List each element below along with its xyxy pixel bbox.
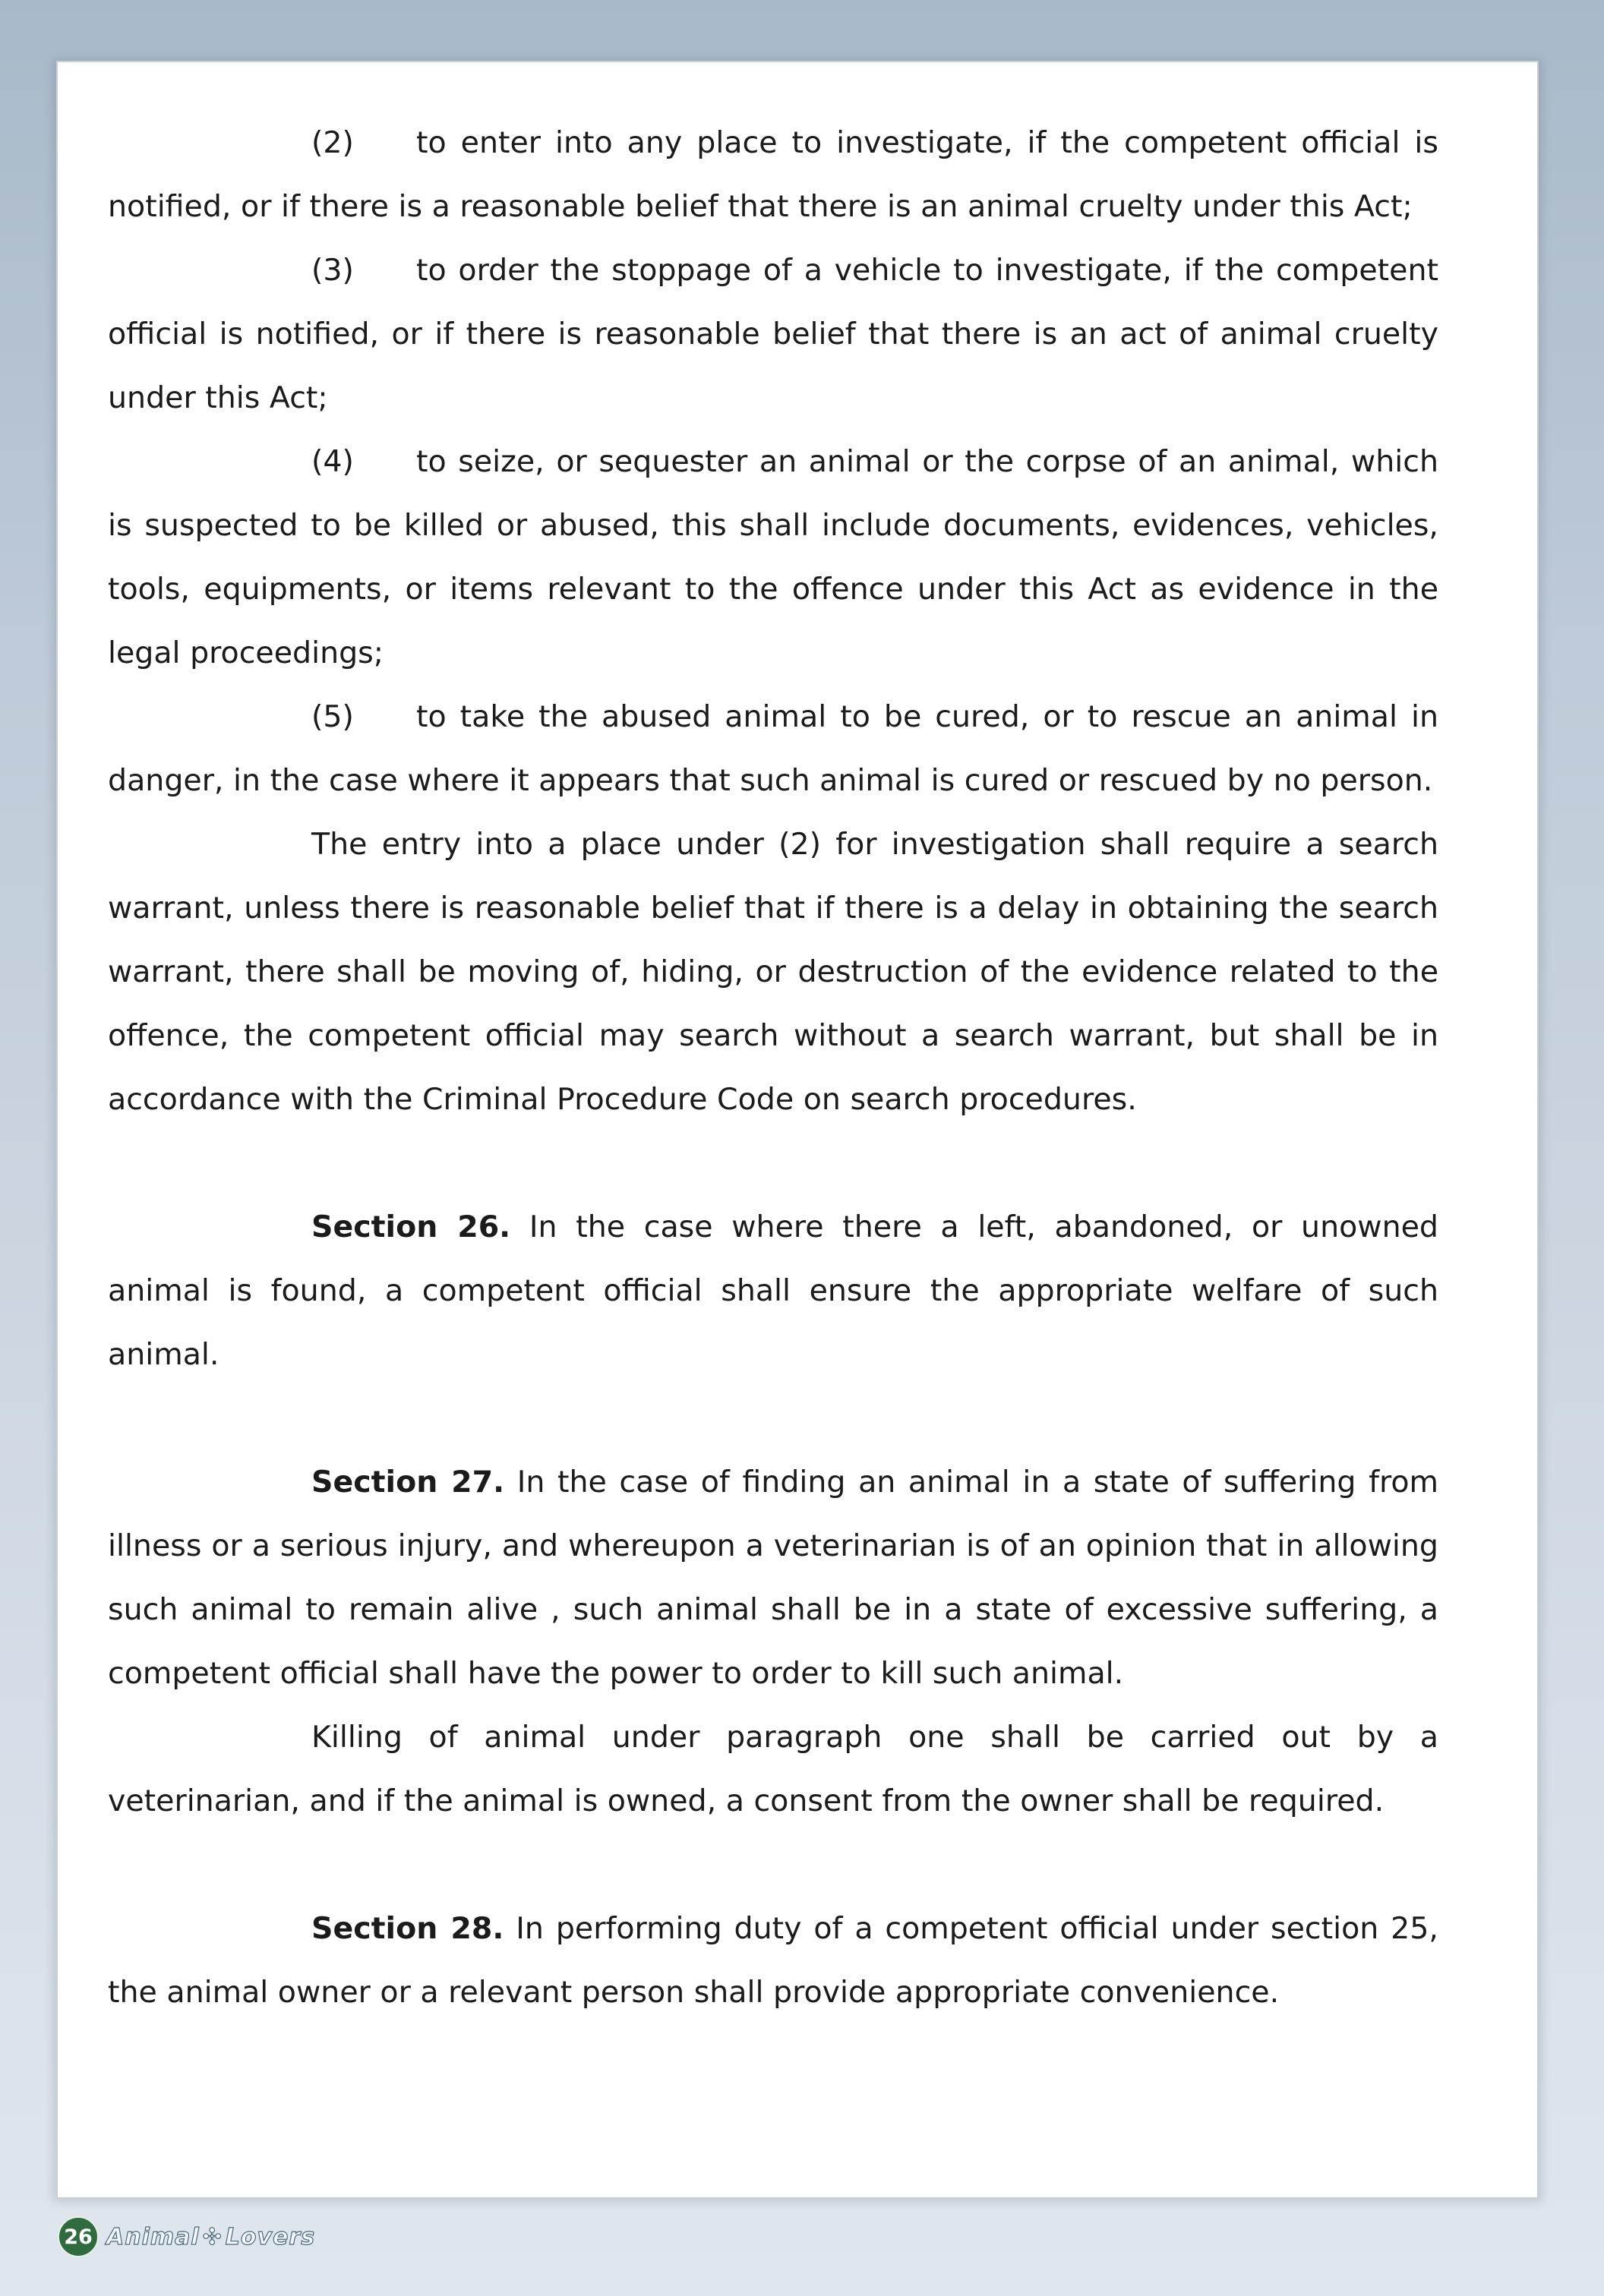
spacer	[108, 1131, 1438, 1195]
section-27-paragraph-two: Killing of animal under paragraph one shall be carried out by a veterinarian, and if the animal is owned, a consent from the owner shall be required.	[108, 1720, 1438, 1818]
brand-logo	[106, 2224, 315, 2250]
item-4	[108, 430, 1438, 685]
item-3	[108, 238, 1438, 430]
brand-word: Animal	[106, 2223, 200, 2250]
document-body	[108, 111, 1438, 2024]
spacer	[108, 1833, 1438, 1897]
section-heading: Section 26.	[311, 1210, 511, 1244]
item-2	[108, 111, 1438, 238]
item-number: (3)	[311, 253, 354, 288]
spacer	[108, 1386, 1438, 1450]
section-heading: Section 27.	[311, 1465, 505, 1500]
item-number: (5)	[311, 699, 354, 734]
item-number: (2)	[311, 125, 354, 160]
item-text: to order the stoppage of a vehicle to investigate, if the competent official is notified, or if there is reasonable belief that there is an act of animal cruelty under this Act;	[108, 253, 1438, 415]
item-5	[108, 685, 1438, 812]
paw-icon: ✣	[202, 2223, 223, 2250]
item-text: to take the abused animal to be cured, or to rescue an animal in danger, in the case where it appears that such animal is cured or rescued by no person.	[108, 699, 1438, 798]
search-warrant-paragraph: The entry into a place under (2) for investigation shall require a search warrant, unless there is reasonable belief that if there is a delay in obtaining the search warrant, there shall be moving of, hiding, or destruction of the evidence related to the offence, the competent official may search without a search warrant, but shall be in accordance with the Criminal Procedure Code on search procedures.	[108, 827, 1438, 1117]
item-text: to seize, or sequester an animal or the corpse of an animal, which is suspected to be killed or abused, this shall include documents, evidences, vehicles, tools, equipments, or items relevant to the offence under this Act as evidence in the legal proceedings;	[108, 444, 1438, 670]
section-27	[108, 1450, 1438, 1705]
section-text: In performing duty of a competent official under section 25, the animal owner or a relevant person shall provide appropriate convenience.	[108, 1911, 1438, 2010]
item-number: (4)	[311, 444, 354, 479]
section-26	[108, 1195, 1438, 1386]
item-text: to enter into any place to investigate, if the competent official is notified, or if there is a reasonable belief that there is an animal cruelty under this Act;	[108, 125, 1438, 224]
brand-word: Lovers	[225, 2223, 316, 2250]
page-footer	[58, 2216, 315, 2258]
section-heading: Section 28.	[311, 1911, 504, 1946]
section-text: In the case of finding an animal in a state of suffering from illness or a serious injury, and whereupon a veterinarian is of an opinion that in allowing such animal to remain alive , such animal shall be in a state of excessive suffering, a competent official shall have the power to order to kill such animal.	[108, 1465, 1438, 1691]
section-28	[108, 1897, 1438, 2024]
page-number-badge: 26	[58, 2216, 99, 2257]
section-text: In the case where there a left, abandoned, or unowned animal is found, a competent official shall ensure the appropriate welfare of such animal.	[108, 1210, 1438, 1372]
